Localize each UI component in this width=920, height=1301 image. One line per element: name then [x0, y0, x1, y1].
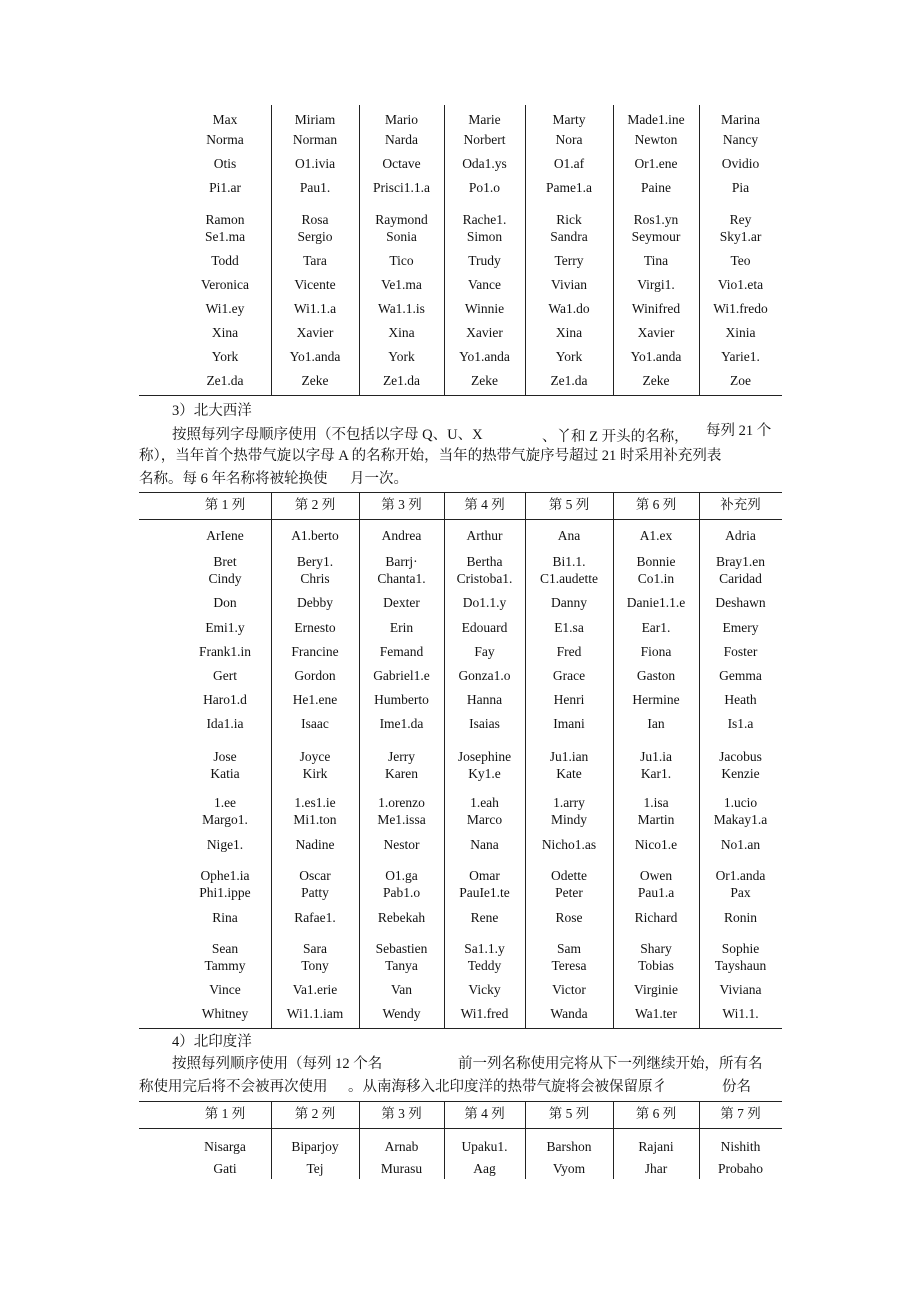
table-cell: Nico1.e: [634, 837, 678, 852]
table-cell: Yarie1.: [721, 349, 760, 364]
column-header: 第 1 列: [204, 1106, 246, 1121]
north-indian-name-table: [139, 1101, 782, 1179]
table-cell: Whitney: [201, 1006, 249, 1021]
table-cell: Marco: [466, 812, 503, 827]
table-cell: Tony: [301, 958, 329, 973]
table-cell: Pame1.a: [545, 180, 593, 195]
table-cell: Simon: [466, 229, 503, 244]
table-cell: Gordon: [294, 668, 336, 683]
column-header: 第 4 列: [464, 497, 505, 512]
table-cell: Norma: [206, 132, 244, 147]
table-cell: Teddy: [467, 958, 502, 973]
table-cell: Kenzie: [721, 766, 760, 781]
table-cell: Nishith: [720, 1139, 761, 1154]
column-header: 第 4 列: [464, 1106, 505, 1121]
table-cell: ArIene: [206, 528, 244, 543]
table-cell: Oscar: [299, 868, 331, 883]
table-cell: Edouard: [461, 620, 508, 635]
table-cell: Rebekah: [377, 910, 426, 925]
table-cell: Rick: [556, 212, 582, 227]
table-cell: Vance: [468, 277, 501, 292]
table-cell: Bret: [213, 554, 237, 569]
table-cell: Do1.1.y: [462, 595, 507, 610]
table-cell: Marie: [468, 112, 501, 127]
table-cell: Chanta1.: [377, 571, 426, 586]
table-cell: Francine: [291, 644, 339, 659]
table-cell: Newton: [634, 132, 678, 147]
table-cell: Gabriel1.e: [373, 668, 430, 683]
table-cell: Wi1.1.iam: [286, 1006, 344, 1021]
table-cell: Xina: [555, 325, 583, 340]
table-cell: Or1.ene: [634, 156, 678, 171]
table-cell: Don: [213, 595, 237, 610]
table-cell: He1.ene: [292, 692, 338, 707]
table-cell: Bertha: [466, 554, 503, 569]
table-cell: Tayshaun: [714, 958, 767, 973]
table-cell: Karen: [385, 766, 418, 781]
table-cell: Nige1.: [206, 837, 244, 852]
table-cell: Fiona: [640, 644, 672, 659]
table-cell: Phi1.ippe: [199, 885, 251, 900]
table-cell: Nestor: [383, 837, 420, 852]
table-cell: Trudy: [468, 253, 501, 268]
table-cell: Wendy: [382, 1006, 421, 1021]
table-cell: Rey: [729, 212, 752, 227]
table-cell: Rajani: [638, 1139, 674, 1154]
table-cell: Xina: [388, 325, 415, 340]
table-cell: Ju1.ian: [549, 749, 589, 764]
table-cell: Zeke: [642, 373, 670, 388]
table-cell: York: [555, 349, 583, 364]
table-cell: Arnab: [384, 1139, 419, 1154]
table-cell: Erin: [389, 620, 414, 635]
table-cell: Po1.o: [468, 180, 501, 195]
table-cell: Arthur: [466, 528, 503, 543]
table-cell: Ze1.da: [206, 373, 244, 388]
column-header: 第 6 列: [635, 497, 677, 512]
section-3-paragraph-line-1b: 、丫和 Z 开头的名称，: [542, 429, 689, 445]
table-cell: Winnie: [464, 301, 505, 316]
table-cell: Zeke: [471, 373, 498, 388]
table-cell: Sara: [303, 941, 327, 956]
table-cell: Wi1.fredo: [713, 301, 768, 316]
table-cell: Jacobus: [719, 749, 762, 764]
column-header: 第 2 列: [294, 1106, 336, 1121]
table-cell: Fred: [556, 644, 582, 659]
atlantic-name-table: [139, 492, 782, 1029]
table-cell: Isaias: [469, 716, 500, 731]
table-cell: Ve1.ma: [381, 277, 422, 292]
table-cell: Va1.erie: [292, 982, 338, 997]
table-cell: Mi1.ton: [293, 812, 337, 827]
table-cell: Sophie: [721, 941, 760, 956]
table-cell: Danie1.1.e: [626, 595, 686, 610]
table-cell: Ana: [557, 528, 581, 543]
table-cell: Pi1.ar: [209, 180, 241, 195]
table-cell: Isaac: [301, 716, 329, 731]
table-cell: Ear1.: [641, 620, 671, 635]
table-cell: Mindy: [550, 812, 587, 827]
table-cell: Sergio: [297, 229, 333, 244]
table-cell: Richard: [634, 910, 678, 925]
table-cell: Josephine: [457, 749, 512, 764]
table-cell: Frank1.in: [198, 644, 252, 659]
table-cell: Vio1.eta: [717, 277, 764, 292]
table-cell: Barshon: [546, 1139, 592, 1154]
table-cell: Marty: [552, 112, 586, 127]
table-cell: Is1.a: [727, 716, 754, 731]
table-cell: E1.sa: [554, 620, 584, 635]
table-cell: O1.ivia: [294, 156, 336, 171]
table-cell: Jose: [213, 749, 237, 764]
table-cell: Pau1.a: [637, 885, 675, 900]
table-cell: Wa1.ter: [634, 1006, 678, 1021]
table-cell: Norman: [292, 132, 338, 147]
table-cell: Patty: [301, 885, 329, 900]
table-cell: Kar1.: [640, 766, 672, 781]
table-cell: O1.ga: [385, 868, 418, 883]
table-cell: A1.berto: [291, 528, 339, 543]
section-4-paragraph-line-1a: 按照每列顺序使用（每列 12 个名: [172, 1056, 383, 1072]
table-cell: Me1.issa: [377, 812, 426, 827]
table-cell: Raymond: [375, 212, 428, 227]
table-cell: Nisarga: [204, 1139, 246, 1154]
column-header: 第 1 列: [204, 497, 246, 512]
table-cell: Rina: [212, 910, 238, 925]
table-cell: Tico: [389, 253, 414, 268]
table-cell: Gaston: [636, 668, 676, 683]
table-cell: Or1.anda: [715, 868, 766, 883]
table-cell: Nora: [555, 132, 583, 147]
section-4-paragraph-line-2b: 。从南海移入北印度洋的热带气旋将会被保留原彳: [348, 1079, 667, 1095]
table-cell: Caridad: [719, 571, 762, 586]
table-cell: Norbert: [463, 132, 506, 147]
table-cell: Van: [391, 982, 412, 997]
table-cell: 1.isa: [643, 795, 669, 810]
table-cell: Pia: [731, 180, 750, 195]
table-cell: Danny: [551, 595, 587, 610]
table-cell: Wi1.ey: [205, 301, 245, 316]
table-cell: Xavier: [296, 325, 334, 340]
table-cell: Adria: [725, 528, 756, 543]
table-cell: Paine: [641, 180, 671, 195]
section-3-paragraph-line-3b: 月一次。: [350, 471, 408, 487]
table-cell: Narda: [385, 132, 418, 147]
table-cell: Seymour: [631, 229, 681, 244]
section-4-paragraph-line-2c: 份名: [722, 1079, 751, 1095]
table-cell: Ze1.da: [382, 373, 421, 388]
table-cell: Octave: [382, 156, 421, 171]
table-cell: Xavier: [637, 325, 675, 340]
table-cell: Jhar: [644, 1161, 668, 1176]
table-cell: Nicho1.as: [541, 837, 597, 852]
table-cell: 1.es1.ie: [294, 795, 336, 810]
section-3-paragraph-line-1c: 每列 21 个: [706, 423, 772, 439]
column-header: 补充列: [720, 497, 761, 512]
table-cell: A1.ex: [639, 528, 673, 543]
table-cell: Wi1.1.: [722, 1006, 759, 1021]
table-cell: Cindy: [208, 571, 242, 586]
table-cell: 1.arry: [553, 795, 585, 810]
table-cell: Nancy: [722, 132, 759, 147]
table-cell: Rafae1.: [294, 910, 336, 925]
column-header: 第 3 列: [381, 497, 422, 512]
table-cell: Dexter: [383, 595, 420, 610]
column-header: 第 5 列: [548, 1106, 590, 1121]
table-cell: Gemma: [719, 668, 762, 683]
table-cell: Emery: [722, 620, 759, 635]
table-cell: Probaho: [718, 1161, 763, 1176]
table-cell: Shary: [640, 941, 672, 956]
table-cell: Victor: [552, 982, 586, 997]
table-cell: Cristoba1.: [456, 571, 513, 586]
table-cell: Wa1.1.is: [378, 301, 425, 316]
table-cell: Yo1.anda: [630, 349, 682, 364]
table-cell: Bi1.1.: [552, 554, 586, 569]
table-cell: York: [211, 349, 239, 364]
table-cell: Henri: [553, 692, 585, 707]
column-header: 第 7 列: [720, 1106, 761, 1121]
table-cell: Teo: [730, 253, 751, 268]
table-cell: Hanna: [466, 692, 503, 707]
table-cell: Emi1.y: [205, 620, 245, 635]
table-cell: Tej: [306, 1161, 324, 1176]
table-cell: Ze1.da: [550, 373, 588, 388]
table-cell: Vyom: [552, 1161, 586, 1176]
table-cell: Deshawn: [715, 595, 766, 610]
table-cell: Biparjoy: [291, 1139, 339, 1154]
table-cell: Yo1.anda: [459, 349, 510, 364]
table-cell: Tammy: [204, 958, 246, 973]
table-cell: Nadine: [295, 837, 335, 852]
table-cell: Ju1.ia: [640, 749, 672, 764]
section-3-heading: 3）北大西洋: [172, 403, 252, 419]
table-cell: Rosa: [301, 212, 329, 227]
name-table-continued: [139, 105, 782, 396]
table-cell: Vince: [209, 982, 241, 997]
table-cell: Nana: [470, 837, 499, 852]
table-cell: Sean: [211, 941, 239, 956]
table-cell: Wanda: [550, 1006, 588, 1021]
table-cell: Wi1.1.a: [293, 301, 337, 316]
table-cell: Miriam: [294, 112, 336, 127]
table-cell: Ovidio: [721, 156, 760, 171]
table-cell: Sandra: [550, 229, 588, 244]
table-cell: Vivian: [551, 277, 587, 292]
table-cell: Omar: [469, 868, 500, 883]
section-4-paragraph-line-1b: 前一列名称使用完将从下一列继续开始，所有名: [458, 1056, 763, 1072]
table-cell: Peter: [555, 885, 583, 900]
column-header: 第 5 列: [548, 497, 590, 512]
table-bottom-rule: [139, 1028, 782, 1029]
column-header: 第 2 列: [294, 497, 336, 512]
table-cell: Gonza1.o: [458, 668, 511, 683]
section-3-paragraph-line-3a: 名称。每 6 年名称将被轮换使: [139, 471, 328, 487]
table-cell: Grace: [552, 668, 586, 683]
section-4-paragraph-line-2a: 称使用完后将不会被再次使用: [139, 1079, 328, 1095]
table-cell: Wa1.do: [548, 301, 590, 316]
table-cell: Oda1.ys: [462, 156, 507, 171]
table-cell: York: [388, 349, 415, 364]
table-cell: Vicky: [468, 982, 501, 997]
table-cell: Made1.ine: [627, 112, 685, 127]
table-cell: Xinia: [725, 325, 756, 340]
table-cell: Viviana: [719, 982, 762, 997]
table-cell: PauIe1.te: [459, 885, 510, 900]
table-cell: Veronica: [201, 277, 249, 292]
table-cell: Pau1.: [299, 180, 331, 195]
section-4-heading: 4）北印度洋: [172, 1034, 252, 1050]
table-cell: Co1.in: [637, 571, 675, 586]
table-cell: Otis: [213, 156, 237, 171]
table-cell: Sonia: [386, 229, 417, 244]
table-bottom-rule: [139, 395, 782, 396]
table-cell: Sebastien: [375, 941, 428, 956]
table-cell: 1.ee: [213, 795, 237, 810]
table-cell: Kirk: [302, 766, 328, 781]
table-cell: Bonnie: [636, 554, 676, 569]
table-cell: Ronin: [723, 910, 757, 925]
table-cell: Murasu: [380, 1161, 423, 1176]
table-cell: Ramon: [205, 212, 245, 227]
table-cell: 1.ucio: [723, 795, 758, 810]
table-cell: Ime1.da: [379, 716, 424, 731]
table-cell: Pab1.o: [382, 885, 421, 900]
table-cell: Owen: [639, 868, 673, 883]
table-cell: O1.af: [553, 156, 585, 171]
table-cell: Joyce: [299, 749, 331, 764]
table-cell: Tanya: [385, 958, 418, 973]
table-cell: Ophe1.ia: [200, 868, 250, 883]
table-cell: Andrea: [381, 528, 422, 543]
table-cell: Ky1.e: [468, 766, 501, 781]
section-3-paragraph-line-1a: 按照每列字母顺序使用（不包括以字母 Q、U、X: [172, 427, 483, 443]
table-cell: Margo1.: [202, 812, 248, 827]
table-cell: Xina: [211, 325, 239, 340]
table-cell: Fay: [474, 644, 495, 659]
section-3-paragraph-line-2: 称），当年首个热带气旋以字母 A 的名称开始，当年的热带气旋序号超过 21 时采用补充列表: [139, 448, 722, 464]
table-cell: Kate: [556, 766, 582, 781]
column-header: 第 3 列: [381, 1106, 422, 1121]
table-cell: Gert: [213, 668, 237, 683]
table-cell: Heath: [724, 692, 757, 707]
table-cell: Rache1.: [462, 212, 507, 227]
table-cell: Terry: [554, 253, 584, 268]
table-cell: Vicente: [294, 277, 336, 292]
table-cell: Bery1.: [296, 554, 334, 569]
table-cell: Jerry: [388, 749, 415, 764]
table-cell: Tobias: [638, 958, 674, 973]
table-cell: Tara: [303, 253, 327, 268]
table-cell: Foster: [723, 644, 758, 659]
table-cell: Imani: [553, 716, 585, 731]
table-cell: Ros1.yn: [633, 212, 679, 227]
table-cell: Humberto: [374, 692, 429, 707]
table-cell: Femand: [379, 644, 424, 659]
table-cell: Virgi1.: [637, 277, 675, 292]
table-cell: Barrj·: [385, 554, 418, 569]
table-cell: Tina: [643, 253, 669, 268]
table-cell: Zoe: [730, 373, 751, 388]
table-cell: Rene: [470, 910, 499, 925]
table-cell: Debby: [297, 595, 333, 610]
table-cell: Teresa: [551, 958, 587, 973]
table-cell: Ian: [647, 716, 665, 731]
table-cell: Rose: [555, 910, 583, 925]
table-cell: Makay1.a: [713, 812, 768, 827]
table-cell: Winifred: [631, 301, 681, 316]
table-cell: Martin: [637, 812, 675, 827]
table-cell: Upaku1.: [461, 1139, 508, 1154]
table-cell: No1.an: [720, 837, 761, 852]
table-cell: 1.eah: [470, 795, 499, 810]
table-cell: Mario: [385, 112, 418, 127]
column-header: 第 6 列: [635, 1106, 677, 1121]
table-cell: Sky1.ar: [719, 229, 762, 244]
table-cell: Odette: [551, 868, 587, 883]
table-cell: C1.audette: [539, 571, 599, 586]
table-cell: Virginie: [634, 982, 678, 997]
table-cell: Bray1.en: [715, 554, 766, 569]
table-cell: Prisci1.1.a: [373, 180, 430, 195]
table-cell: 1.orenzo: [378, 795, 425, 810]
table-cell: Pax: [730, 885, 751, 900]
table-cell: Wi1.fred: [460, 1006, 509, 1021]
table-cell: Marina: [721, 112, 760, 127]
table-cell: Zeke: [301, 373, 329, 388]
table-cell: Katia: [210, 766, 240, 781]
table-cell: Gati: [213, 1161, 237, 1176]
table-cell: Xavier: [466, 325, 503, 340]
table-cell: Todd: [211, 253, 239, 268]
table-cell: Haro1.d: [203, 692, 247, 707]
table-cell: Yo1.anda: [289, 349, 341, 364]
table-cell: Se1.ma: [204, 229, 246, 244]
table-cell: Sa1.1.y: [464, 941, 505, 956]
table-cell: Chris: [300, 571, 330, 586]
table-cell: Ida1.ia: [206, 716, 244, 731]
table-cell: Max: [212, 112, 238, 127]
table-cell: Ernesto: [294, 620, 336, 635]
table-cell: Hermine: [632, 692, 680, 707]
table-cell: Aag: [473, 1161, 496, 1176]
table-cell: Sam: [556, 941, 581, 956]
